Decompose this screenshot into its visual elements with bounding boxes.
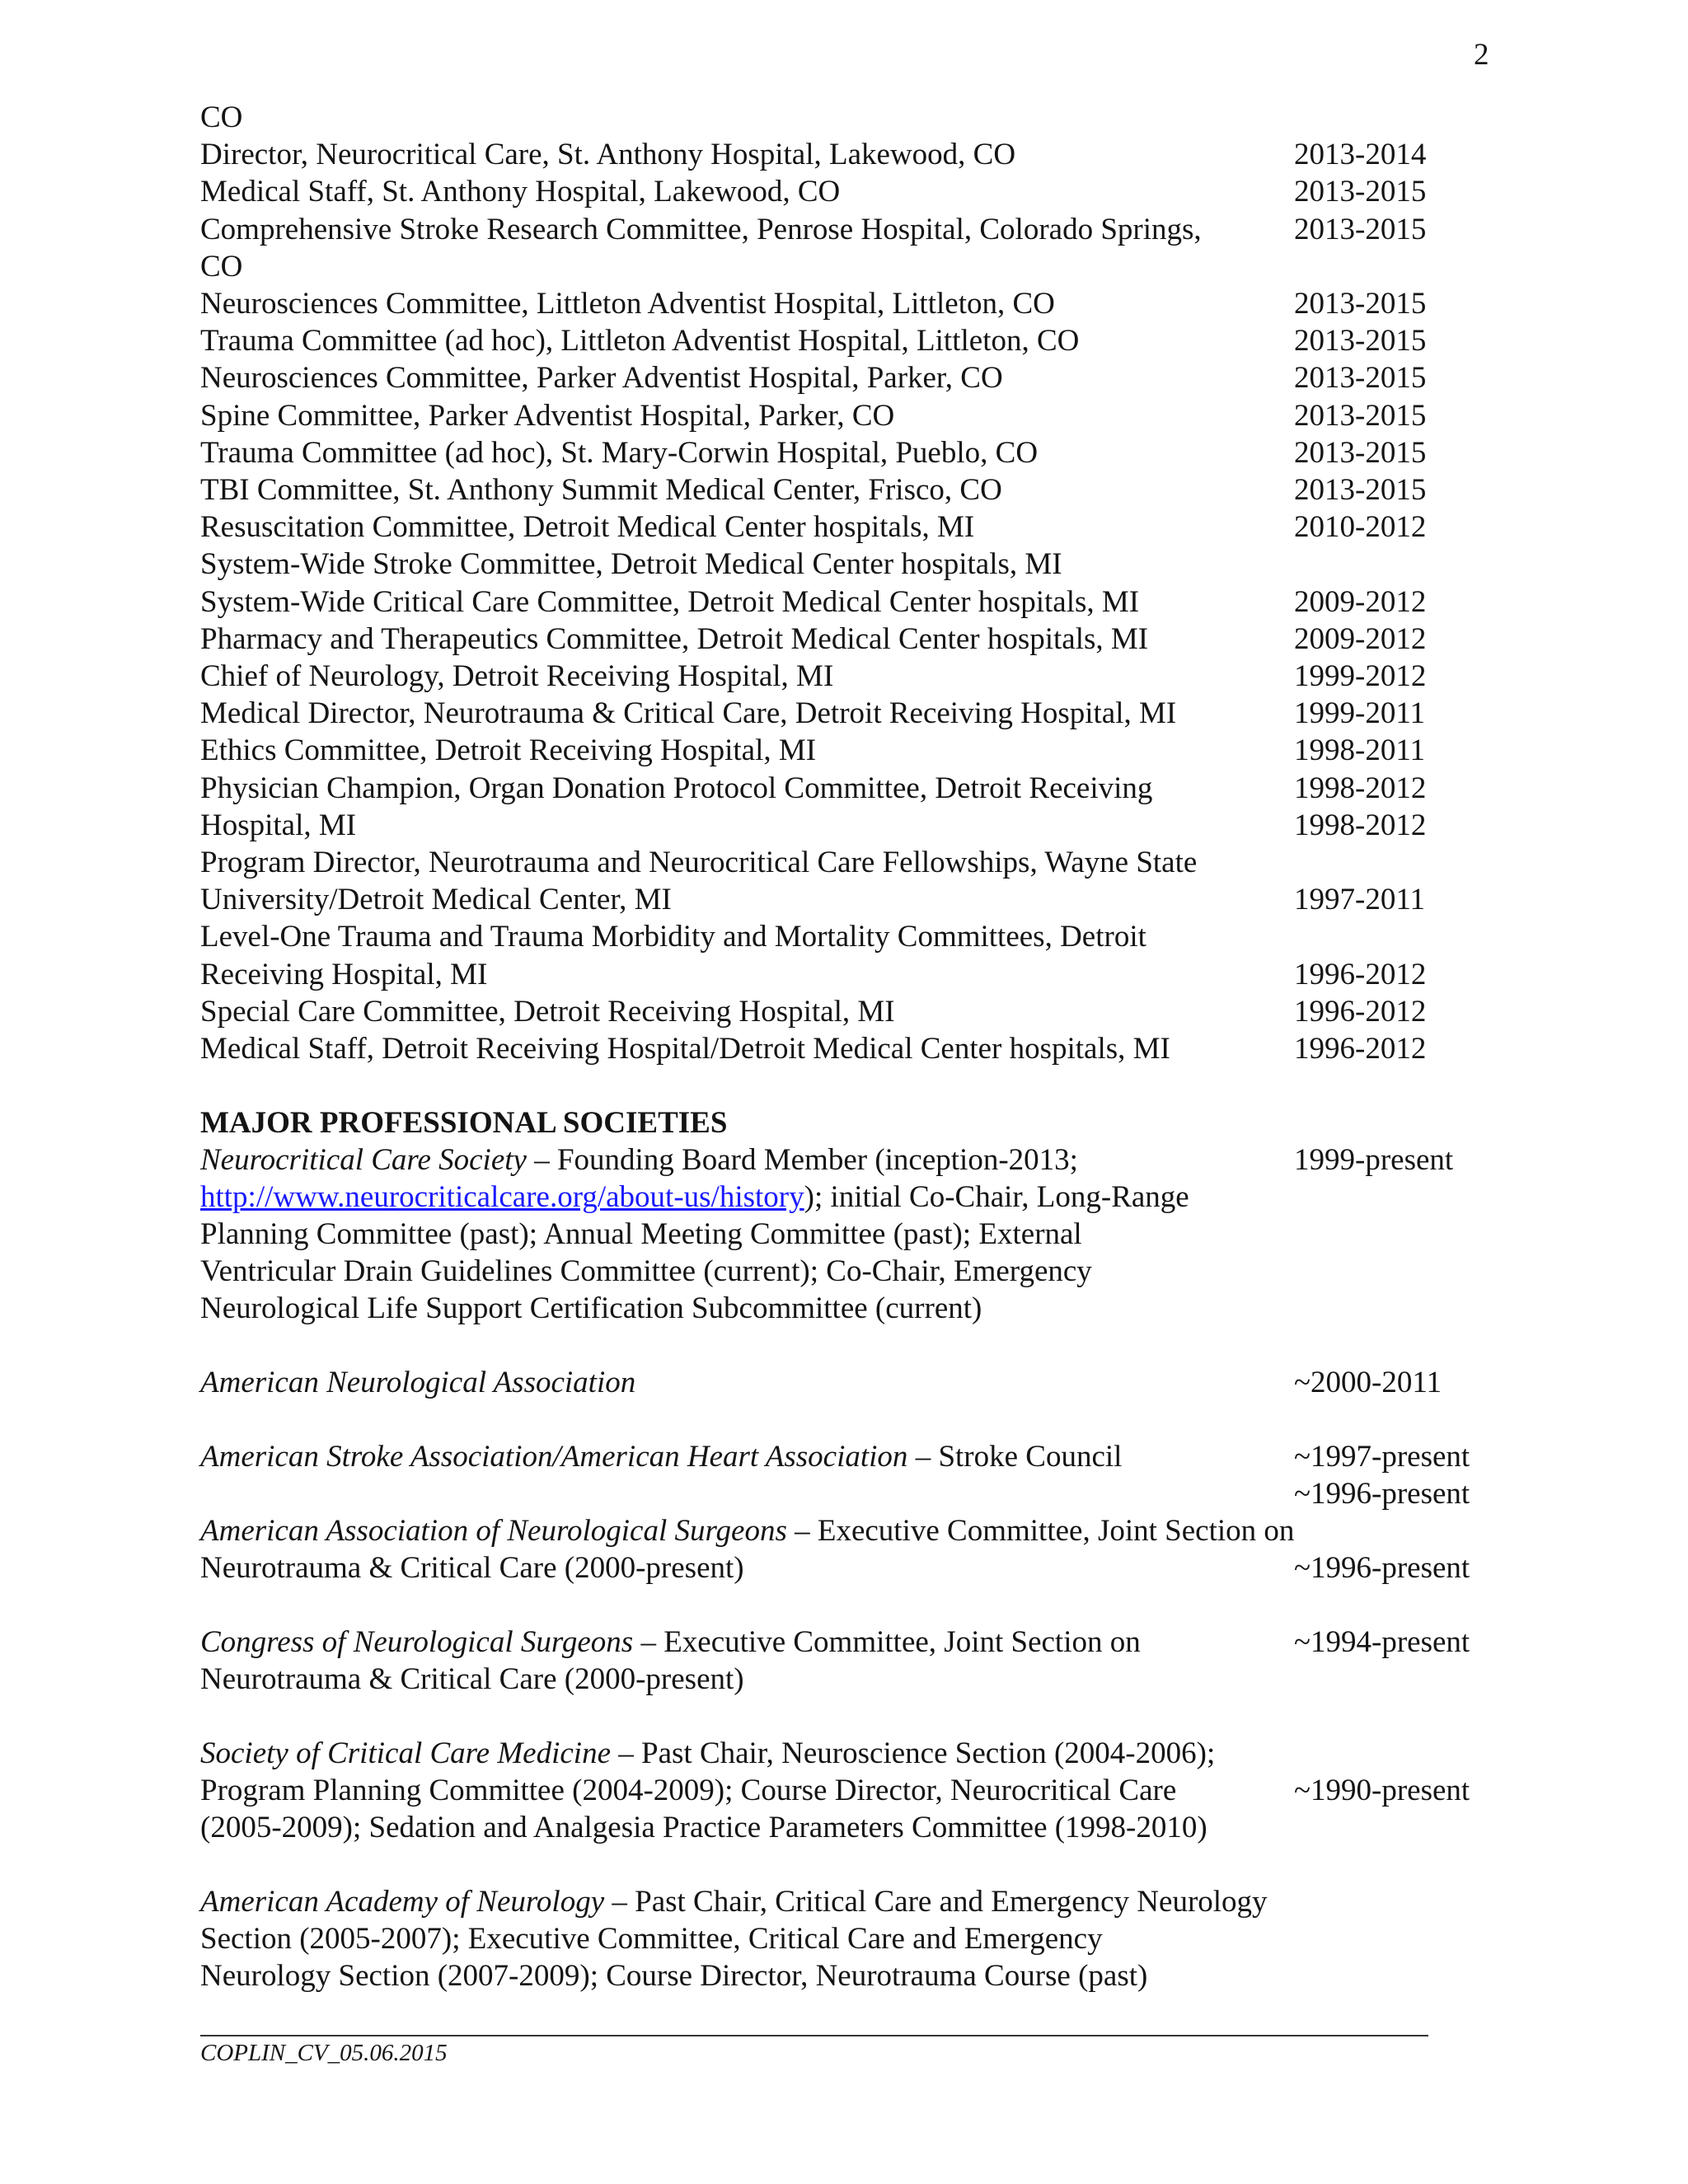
appointment-line: Hospital, MI	[200, 808, 357, 842]
society-aans: American Association of Neurological Surgeons – Executive Committee, Joint Section on	[200, 1514, 1295, 1548]
footer-rule	[200, 2035, 1428, 2036]
appointment-years: 2009-2012	[1294, 585, 1427, 619]
society-years: ~1990-present	[1294, 1774, 1470, 1807]
appointment-years: 2013-2015	[1294, 175, 1427, 209]
appointment-line: Medical Director, Neurotrauma & Critical Care, Detroit Receiving Hospital, MI	[200, 696, 1177, 730]
appointment-line: Program Director, Neurotrauma and Neurocritical Care Fellowships, Wayne State	[200, 846, 1198, 879]
appointment-line: Pharmacy and Therapeutics Committee, Detroit Medical Center hospitals, MI	[200, 622, 1149, 656]
appointment-years: 2009-2012	[1294, 622, 1427, 656]
appointment-line: Ethics Committee, Detroit Receiving Hospital, MI	[200, 733, 817, 767]
appointment-years: 2013-2015	[1294, 399, 1427, 433]
appointment-line: Resuscitation Committee, Detroit Medical Center hospitals, MI	[200, 510, 975, 544]
appointment-line: TBI Committee, St. Anthony Summit Medical Center, Frisco, CO	[200, 473, 1002, 507]
society-aan: American Academy of Neurology – Past Chair, Critical Care and Emergency Neurology	[200, 1885, 1268, 1919]
appointment-line: System-Wide Stroke Committee, Detroit Medical Center hospitals, MI	[200, 547, 1062, 581]
society-asa: American Stroke Association/American Heart Association – Stroke Council	[200, 1440, 1123, 1474]
appointment-line: Comprehensive Stroke Research Committee, Penrose Hospital, Colorado Springs,	[200, 213, 1202, 246]
appointment-years: 2013-2015	[1294, 361, 1427, 395]
appointment-line: Spine Committee, Parker Adventist Hospital, Parker, CO	[200, 399, 895, 433]
appointment-line: Chief of Neurology, Detroit Receiving Hospital, MI	[200, 659, 834, 693]
appointment-years: 1997-2011	[1294, 883, 1425, 916]
appointment-line: System-Wide Critical Care Committee, Detroit Medical Center hospitals, MI	[200, 585, 1140, 619]
appointment-line: Trauma Committee (ad hoc), St. Mary-Corwin Hospital, Pueblo, CO	[200, 436, 1039, 470]
appointment-line: Level-One Trauma and Trauma Morbidity and Mortality Committees, Detroit	[200, 920, 1146, 954]
society-years: ~1994-present	[1294, 1625, 1470, 1659]
society-years: ~1996-present	[1294, 1551, 1470, 1585]
society-sccm: Society of Critical Care Medicine – Past Chair, Neuroscience Section (2004-2006);	[200, 1736, 1216, 1770]
society-cns: Congress of Neurological Surgeons – Executive Committee, Joint Section on	[200, 1625, 1141, 1659]
appointment-years: 2013-2015	[1294, 473, 1427, 507]
appointment-years: 1998-2012	[1294, 771, 1427, 805]
society-ncs: Neurocritical Care Society – Founding Board Member (inception-2013;	[200, 1143, 1078, 1177]
appointment-years: 2013-2014	[1294, 138, 1427, 171]
appointment-line: CO	[200, 250, 243, 284]
appointment-line: Physician Champion, Organ Donation Protocol Committee, Detroit Receiving	[200, 771, 1153, 805]
society-years: ~1996-present	[1294, 1477, 1470, 1511]
society-years: ~1997-present	[1294, 1440, 1470, 1474]
appointment-line: Receiving Hospital, MI	[200, 958, 488, 991]
societies-heading: MAJOR PROFESSIONAL SOCIETIES	[200, 1106, 728, 1140]
appointment-years: 1999-2011	[1294, 696, 1425, 730]
appointment-years: 1999-2012	[1294, 659, 1427, 693]
appointment-years: 2013-2015	[1294, 324, 1427, 358]
appointment-line: Special Care Committee, Detroit Receiving Hospital, MI	[200, 995, 895, 1029]
society-years: ~2000-2011	[1294, 1366, 1442, 1399]
appointment-line: Neurosciences Committee, Littleton Adventist Hospital, Littleton, CO	[200, 287, 1055, 321]
appointment-line: Neurosciences Committee, Parker Adventist Hospital, Parker, CO	[200, 361, 1003, 395]
appointment-line: Medical Staff, St. Anthony Hospital, Lakewood, CO	[200, 175, 841, 209]
page-number: 2	[1474, 38, 1489, 72]
appointment-years: 1998-2011	[1294, 733, 1425, 767]
appointment-line: Medical Staff, Detroit Receiving Hospital/Detroit Medical Center hospitals, MI	[200, 1032, 1170, 1066]
appointment-years: 1996-2012	[1294, 958, 1427, 991]
appointment-years: 2013-2015	[1294, 436, 1427, 470]
appointment-line: University/Detroit Medical Center, MI	[200, 883, 672, 916]
appointment-years: 1996-2012	[1294, 995, 1427, 1029]
society-years: 1999-present	[1294, 1143, 1454, 1177]
appointment-years: 2010-2012	[1294, 510, 1427, 544]
history-link[interactable]: http://www.neurocriticalcare.org/about-us/history	[200, 1180, 804, 1214]
appointment-line: CO	[200, 101, 243, 134]
society-name: Neurocritical Care Society	[200, 1143, 527, 1177]
appointment-line: Director, Neurocritical Care, St. Anthony Hospital, Lakewood, CO	[200, 138, 1016, 171]
appointment-years: 2013-2015	[1294, 213, 1427, 246]
appointment-years: 2013-2015	[1294, 287, 1427, 321]
footer-filename: COPLIN_CV_05.06.2015	[200, 2040, 448, 2066]
appointment-years: 1996-2012	[1294, 1032, 1427, 1066]
appointment-line: Trauma Committee (ad hoc), Littleton Adventist Hospital, Littleton, CO	[200, 324, 1080, 358]
appointment-years: 1998-2012	[1294, 808, 1427, 842]
society-ana: American Neurological Association	[200, 1366, 636, 1399]
